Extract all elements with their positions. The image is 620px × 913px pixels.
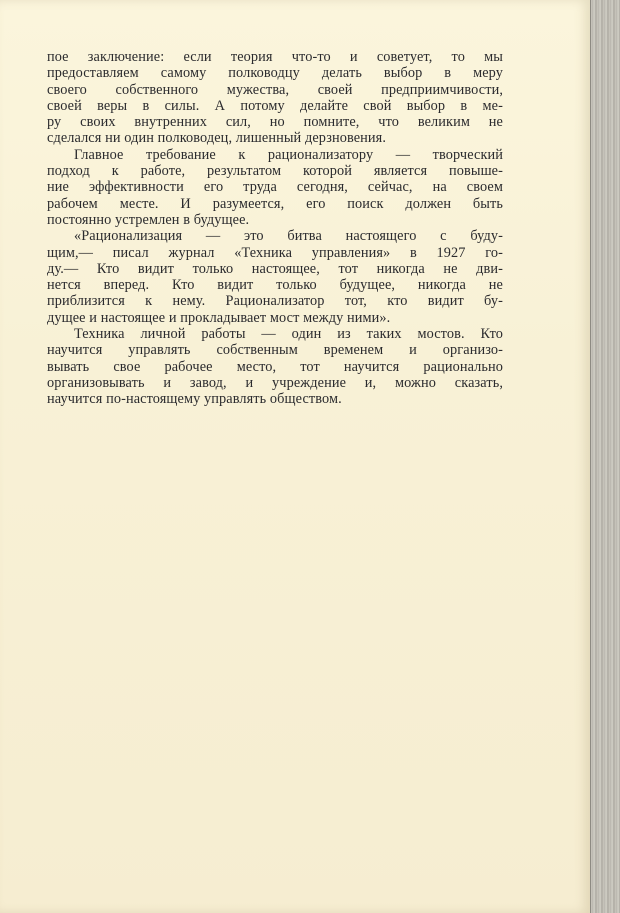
text-line: ду.— Кто видит только настоящее, тот никогда не дви- — [47, 260, 503, 277]
paragraph-2 — [47, 147, 503, 228]
text-line: организовывать и завод, и учреждение и, можно сказать, — [47, 374, 503, 391]
text-line: рабочем месте. И разумеется, его поиск должен быть — [47, 195, 503, 212]
text-line: щим,— писал журнал «Техника управления» в 1927 го- — [47, 244, 503, 261]
body-text — [47, 49, 503, 408]
text-line: подход к работе, результатом которой является повыше- — [47, 163, 503, 180]
text-line: своей веры в силы. А потому делайте свой выбор в ме- — [47, 97, 503, 114]
text-line: своего собственного мужества, своей предприимчивости, — [47, 81, 503, 98]
text-line: предоставляем самому полководцу делать выбор в меру — [47, 65, 503, 82]
text-line: Техника личной работы — один из таких мостов. Кто — [74, 326, 503, 343]
text-line: Главное требование к рационализатору — творческий — [74, 146, 503, 163]
text-line: вывать свое рабочее место, тот научится рационально — [47, 358, 503, 375]
page-edge-stack — [590, 0, 620, 913]
text-line: пое заключение: если теория что-то и советует, то мы — [47, 49, 503, 65]
text-line: научится управлять собственным временем и организо- — [47, 342, 503, 359]
text-line: ние эффективности его труда сегодня, сейчас, на своем — [47, 179, 503, 196]
text-line: научится по-настоящему управлять обществом. — [47, 391, 342, 408]
text-line: дущее и настоящее и прокладывает мост между ними». — [47, 309, 391, 326]
text-line: сделался ни один полководец, лишенный дерзновения. — [47, 130, 387, 147]
text-line: «Рационализация — это битва настоящего с буду- — [74, 228, 503, 245]
paragraph-3 — [47, 228, 503, 326]
paragraph-4 — [47, 326, 503, 407]
text-line: приблизится к нему. Рационализатор тот, кто видит бу- — [47, 293, 503, 310]
paragraph-1 — [47, 49, 503, 147]
text-line: нется вперед. Кто видит только будущее, никогда не — [47, 277, 503, 294]
text-line: постоянно устремлен в будущее. — [47, 211, 250, 228]
text-line: ру своих внутренних сил, но помните, что великим не — [47, 114, 503, 131]
